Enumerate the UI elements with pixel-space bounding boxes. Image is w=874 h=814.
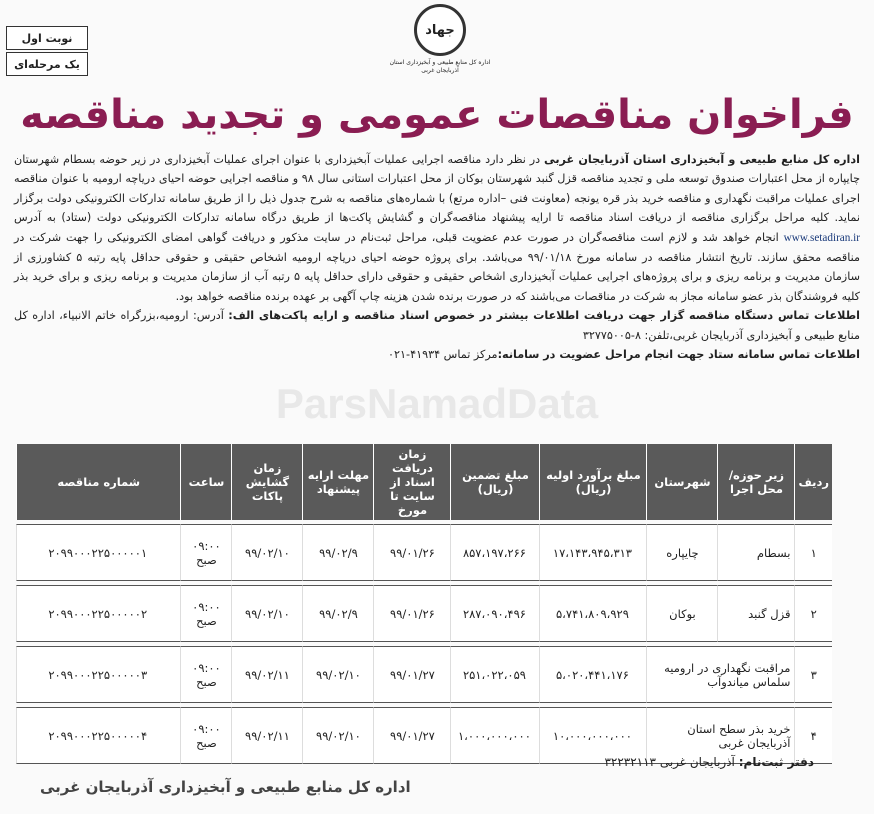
header-county: شهرستان	[646, 444, 717, 520]
header-estimate: مبلغ برآورد اولیه (ریال)	[539, 444, 646, 520]
cell-bid-deadline: ۹۹/۰۲/۱۰	[302, 707, 373, 764]
announcement-body	[14, 150, 860, 364]
contact-info	[14, 306, 860, 345]
turn-badge: نوبت اول	[6, 26, 88, 50]
cell-estimate: ۵،۷۴۱،۸۰۹،۹۲۹	[539, 585, 646, 642]
cell-county: بوکان	[646, 585, 717, 642]
cell-docs-deadline: ۹۹/۰۱/۲۶	[373, 585, 450, 642]
table-row	[16, 585, 832, 642]
header-opening-date: زمان گشایش پاکات	[231, 444, 302, 520]
cell-estimate: ۱۷،۱۴۳،۹۴۵،۳۱۳	[539, 524, 646, 581]
organization-logo	[380, 4, 500, 90]
cell-tender-number: ۲۰۹۹۰۰۰۲۲۵۰۰۰۰۰۲	[16, 585, 180, 642]
cell-location: مراقبت نگهداری در ارومیه سلماس میاندوآب	[646, 646, 794, 703]
cell-opening-date: ۹۹/۰۲/۱۰	[231, 585, 302, 642]
table-row	[16, 646, 832, 703]
header-time: ساعت	[180, 444, 231, 520]
cell-location: قزل گنبد	[717, 585, 794, 642]
cell-bid-deadline: ۹۹/۰۲/۹	[302, 524, 373, 581]
cell-docs-deadline: ۹۹/۰۱/۲۶	[373, 524, 450, 581]
cell-guarantee: ۱،۰۰۰،۰۰۰،۰۰۰	[450, 707, 539, 764]
cell-row-number: ۱	[794, 524, 832, 581]
cell-guarantee: ۲۵۱،۰۲۲،۰۵۹	[450, 646, 539, 703]
cell-guarantee: ۸۵۷،۱۹۷،۲۶۶	[450, 524, 539, 581]
cell-estimate: ۱۰،۰۰۰،۰۰۰،۰۰۰	[539, 707, 646, 764]
contact-address: آدرس: ارومیه،بزرگراه خاتم الانبیاء، اداره کل منابع طبیعی و آبخیزداری آذربایجان غربی،تلفن: ۸-۳۲۷۷۵۰۰۵	[14, 309, 860, 342]
organization-name: اداره کل منابع طبیعی و آبخیزداری استان آذربایجان غربی	[544, 153, 860, 166]
cell-opening-date: ۹۹/۰۲/۱۰	[231, 524, 302, 581]
office-label: دفتر ثبت‌نام:	[738, 755, 814, 769]
cell-row-number: ۳	[794, 646, 832, 703]
cell-tender-number: ۲۰۹۹۰۰۰۲۲۵۰۰۰۰۰۳	[16, 646, 180, 703]
header-docs-deadline: زمان دریافت اسناد از سایت تا مورخ	[373, 444, 450, 520]
cell-tender-number: ۲۰۹۹۰۰۰۲۲۵۰۰۰۰۰۱	[16, 524, 180, 581]
cell-bid-deadline: ۹۹/۰۲/۹	[302, 585, 373, 642]
setad-phone: مرکز تماس ۴۱۹۳۴-۰۲۱	[388, 348, 498, 362]
stage-badge: یک مرحله‌ای	[6, 52, 88, 76]
tender-table	[16, 440, 832, 768]
cell-location: بسطام	[717, 524, 794, 581]
logo-caption: اداره کل منابع طبیعی و آبخیزداری استان آذربایجان غربی	[389, 59, 491, 74]
cell-time: ۰۹:۰۰ صبح	[180, 646, 231, 703]
paragraph-text-end: انجام خواهد شد و لازم است مناقصه‌گران در صورت عدم عضویت قبلی، مراحل ثبت‌نام در سایت مذکور و دریافت گواهی امضای الکترونیکی را جهت شرکت در مناقصه محقق سازند. تاریخ انتشار مناقصه در سامانه مورخ ۹۹/۰۱/۱۸ می‌باشد. برای پروژه حوضه احیای دریاچه ارومیه اشخاص حقیقی و حقوقی حداقل پایه رتبه ۵ کشاورزی از سازمان مدیریت و برنامه ریزی و برای پروژه‌های اجرایی عملیات آبخیزداری اشخاص حقیقی و حقوقی دارای حداقل پایه ۵ رتبه آب از سازمان مدیریت و برنامه ریزی و برای خرید بذر کلیه فروشندگان بذر عضو سامانه مجاز به شرکت در مناقصات می‌باشند که در صورت برنده شدن هزینه چاپ آگهی بر عهده برنده مناقصه خواهد بود.	[14, 230, 861, 303]
header-row-number: ردیف	[794, 444, 832, 520]
paragraph-text: در نظر دارد مناقصه اجرایی عملیات آبخیزداری با عنوان اجرای عملیات آبخیزداری در زیر حوضه بسطام شهرستان چایپاره از محل اعتبارات صندوق توسعه ملی و تجدید مناقصه قزل گنبد شهرستان بوکان از محل اعتبارات استانی سال ۹۸ و مناقصه اجرایی حوضه احیای دریاچه ارومیه با عنوان مناقصه اجرای عملیات مراقبت نگهداری و مناقصه خرید بذر قره یونجه (معاونت فنی –اداره مرتع) با شماره‌های مناقصه به شرح جدول ذیل را از طریق سامانه تدارکات الکترونیکی دولت برگزار نماید. کلیه مراحل برگزاری مناقصه از دریافت اسناد مناقصه تا ارایه پیشنهاد مناقصه‌گران و گشایش پاکت‌ها از طریق درگاه سامانه تدارکات الکترونیکی دولت (ستاد) به آدرس	[14, 153, 860, 225]
table-header-row	[16, 444, 832, 520]
watermark: ParsNamadData	[275, 380, 599, 427]
table-row	[16, 524, 832, 581]
cell-row-number: ۲	[794, 585, 832, 642]
cell-time: ۰۹:۰۰ صبح	[180, 524, 231, 581]
office-value: آذربایجان غربی ۳۲۲۳۲۱۱۳	[604, 755, 739, 769]
cell-location: خرید بذر سطح استان آذربایجان غربی	[646, 707, 794, 764]
cell-guarantee: ۲۸۷،۰۹۰،۴۹۶	[450, 585, 539, 642]
cell-docs-deadline: ۹۹/۰۱/۲۷	[373, 707, 450, 764]
header-bid-deadline: مهلت ارایه پیشنهاد	[302, 444, 373, 520]
header-guarantee: مبلغ تضمین (ریال)	[450, 444, 539, 520]
cell-bid-deadline: ۹۹/۰۲/۱۰	[302, 646, 373, 703]
main-paragraph	[14, 150, 860, 306]
logo-emblem: جهاد	[414, 4, 466, 56]
cell-opening-date: ۹۹/۰۲/۱۱	[231, 707, 302, 764]
header-tender-number: شماره مناقصه	[16, 444, 180, 520]
setad-heading: اطلاعات تماس سامانه ستاد جهت انجام مراحل عضویت در سامانه:	[497, 348, 860, 362]
setad-contact-info	[14, 345, 860, 364]
header-location: زیر حوزه/ محل اجرا	[717, 444, 794, 520]
registration-office	[604, 755, 814, 769]
page-title: فراخوان مناقصات عمومی و تجدید مناقصه	[20, 92, 854, 138]
cell-docs-deadline: ۹۹/۰۱/۲۷	[373, 646, 450, 703]
cell-time: ۰۹:۰۰ صبح	[180, 707, 231, 764]
setad-url-link[interactable]: www.setadiran.ir	[783, 231, 860, 244]
cell-tender-number: ۲۰۹۹۰۰۰۲۲۵۰۰۰۰۰۴	[16, 707, 180, 764]
cell-estimate: ۵،۰۲۰،۴۴۱،۱۷۶	[539, 646, 646, 703]
footer-organization: اداره کل منابع طبیعی و آبخیزداری آذربایجان غربی	[40, 778, 411, 796]
cell-row-number: ۴	[794, 707, 832, 764]
cell-opening-date: ۹۹/۰۲/۱۱	[231, 646, 302, 703]
cell-time: ۰۹:۰۰ صبح	[180, 585, 231, 642]
cell-county: چایپاره	[646, 524, 717, 581]
contact-heading: اطلاعات تماس دستگاه مناقصه گزار جهت دریافت اطلاعات بیشتر در خصوص اسناد مناقصه و ارایه پاکت‌های الف:	[228, 309, 860, 323]
